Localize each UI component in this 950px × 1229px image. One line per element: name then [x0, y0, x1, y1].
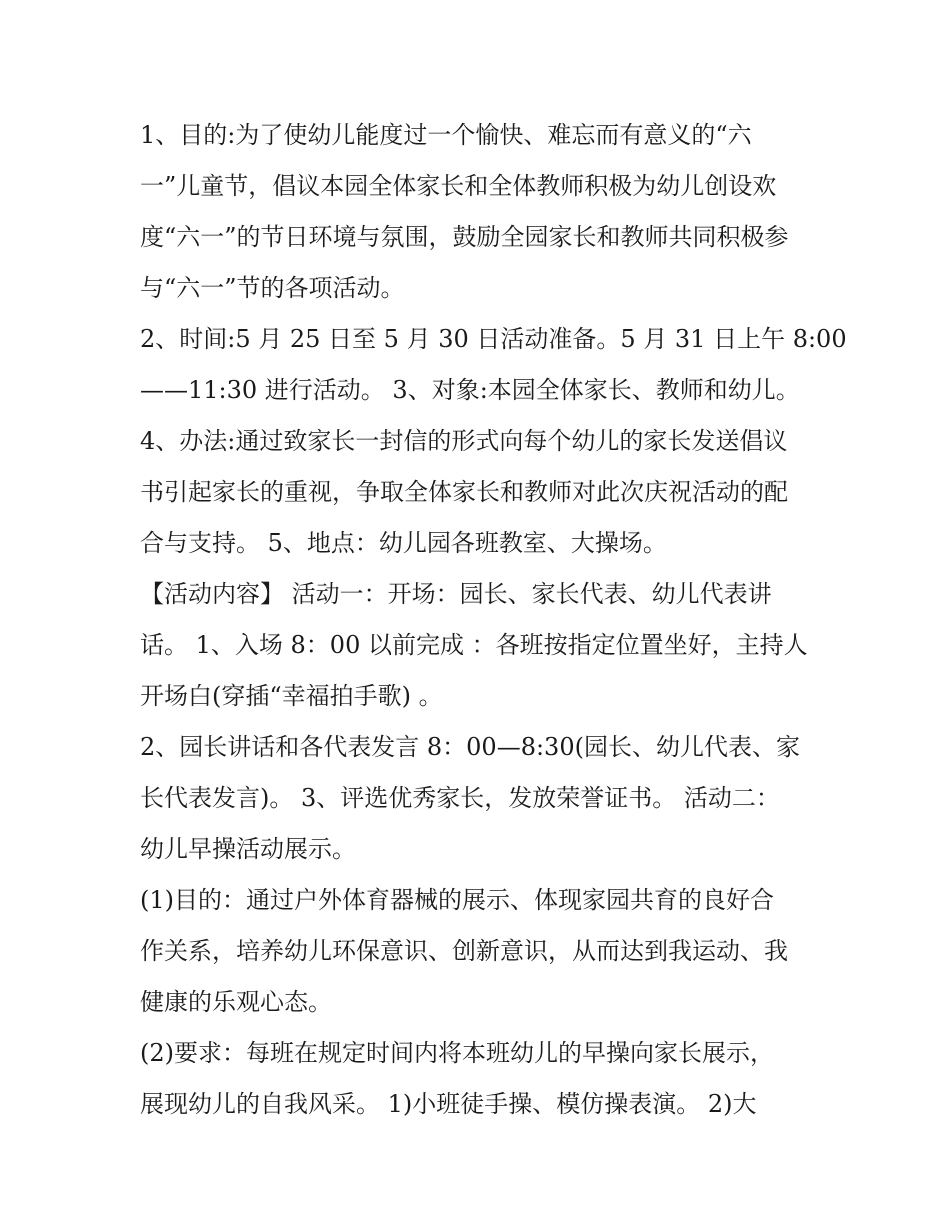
text-line: 与“六一”节的各项活动。	[140, 274, 405, 302]
text-line: 健康的乐观心态。	[140, 988, 332, 1016]
text-line: 长代表发言)。 3、评选优秀家长，发放荣誉证书。 活动二：	[140, 784, 780, 812]
text-line: 合与支持。 5、地点：幼儿园各班教室、大操场。	[140, 529, 667, 557]
text-line: ——11:30 进行活动。 3、对象:本园全体家长、教师和幼儿。	[140, 376, 800, 404]
text-line: 作关系，培养幼儿环保意识、创新意识，从而达到我运动、我	[140, 937, 788, 965]
text-line: 1、目的:为了使幼儿能度过一个愉快、难忘而有意义的“六	[140, 121, 752, 149]
text-line: 话。 1、入场 8：00 以前完成 ：各班按指定位置坐好，主持人	[140, 631, 808, 659]
text-line: 4、办法:通过致家长一封信的形式向每个幼儿的家长发送倡议	[140, 427, 788, 455]
text-line: 【活动内容】 活动一：开场：园长、家长代表、幼儿代表讲	[140, 580, 772, 608]
text-line: 书引起家长的重视，争取全体家长和教师对此次庆祝活动的配	[140, 478, 788, 506]
text-line: 2、园长讲话和各代表发言 8：00—8:30(园长、幼儿代表、家	[140, 733, 800, 761]
text-line: (2)要求：每班在规定时间内将本班幼儿的早操向家长展示，	[140, 1039, 774, 1067]
text-line: 展现幼儿的自我风采。 1)小班徒手操、模仿操表演。 2)大	[140, 1090, 757, 1118]
text-line: 开场白(穿插“幸福拍手歌) 。	[140, 682, 443, 710]
document-body	[140, 110, 847, 1130]
text-line: 幼儿早操活动展示。	[140, 835, 356, 863]
text-line: 度“六一”的节日环境与氛围，鼓励全园家长和教师共同积极参	[140, 223, 789, 251]
text-line: 一”儿童节，倡议本园全体家长和全体教师积极为幼儿创设欢	[140, 172, 777, 200]
text-line: (1)目的：通过户外体育器械的展示、体现家园共育的良好合	[140, 886, 774, 914]
text-line: 2、时间:5 月 25 日至 5 月 30 日活动准备。5 月 31 日上午 8:00	[140, 325, 847, 353]
